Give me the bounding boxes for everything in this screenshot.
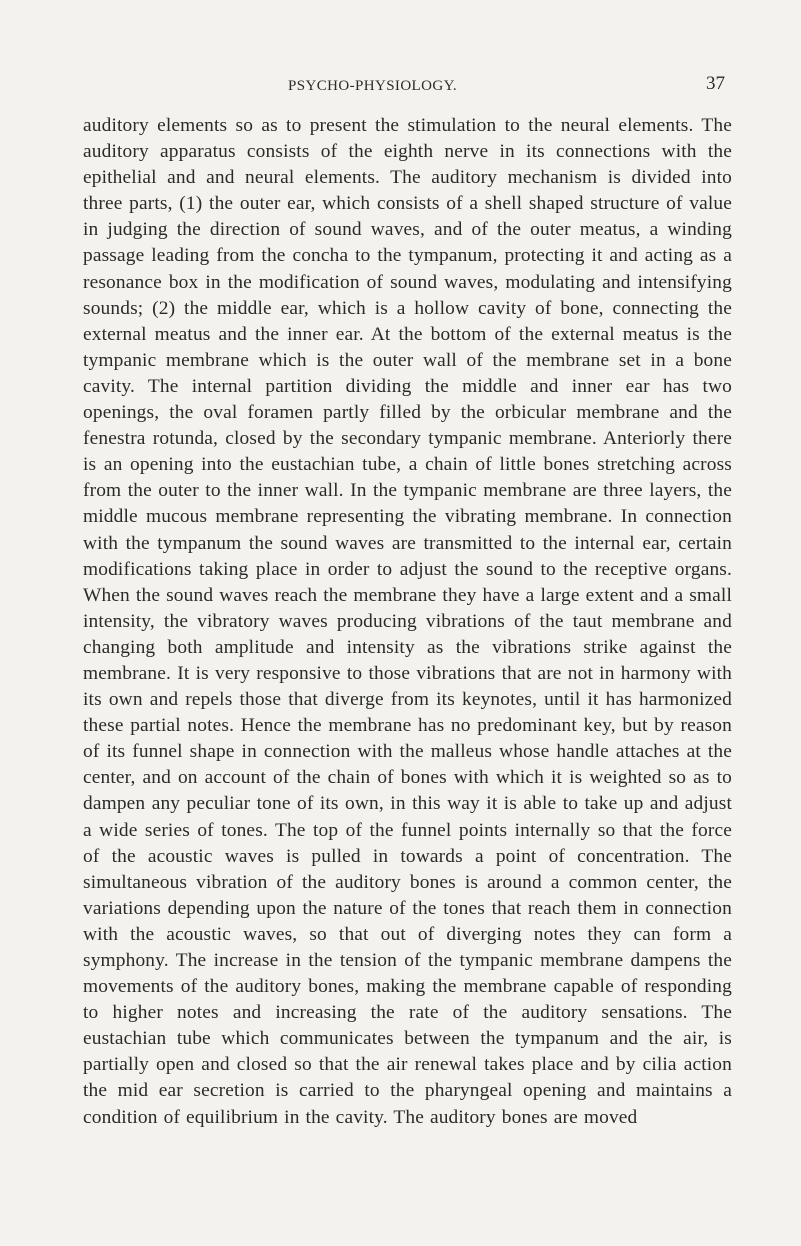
body-paragraph: auditory elements so as to present the stimulation to the neural elements. The auditory apparatus consists of the eighth nerve in its connections with the epithelial and and neural elements. The auditory mechanism is divided into three parts, (1) the outer ear, which consists of a shell shaped structure of value in judging the direction of sound waves, and of the outer meatus, a winding passage leading from the concha to the tympanum, protecting it and acting as a resonance box in the modification of sound waves, modulating and intensifying sounds; (2) the middle ear, which is a hollow cavity of bone, connecting the external meatus and the inner ear. At the bottom of the external meatus is the tympanic membrane which is the outer wall of the membrane set in a bone cavity. The internal partition dividing the middle and inner ear has two openings, the oval foramen partly filled by the orbicular membrane and the fenestra rotunda, closed by the secondary tympanic membrane. Anteriorly there is an opening into the eustachian tube, a chain of little bones stretching across from the outer to the inner wall. In the tympanic membrane are three layers, the middle mucous membrane representing the vibrating membrane. In connection with the tympanum the sound waves are transmitted to the internal ear, certain modifications taking place in order to adjust the sound to the receptive organs. When the sound waves reach the membrane they have a large extent and a small intensity, the vibratory waves producing vibrations of the taut membrane and changing both amplitude and intensity as the vibrations strike against the membrane. It is very responsive to those vibrations that are not in harmony with its own and repels those that diverge from its keynotes, until it has harmonized these partial notes. Hence the membrane has no predominant key, but by reason of its funnel shape in connection with the malleus whose handle attaches at the center, and on account of the chain of bones with which it is weighted so as to dampen any peculiar tone of its own, in this way it is able to take up and adjust a wide series of tones. The top of the funnel points internally so that the force of the acoustic waves is pulled in towards a point of concentration. The simultaneous vibration of the auditory bones is around a common center, the variations depending upon the nature of the tones that reach them in connection with the acoustic waves, so that out of diverging notes they can form a symphony. The increase in the tension of the tympanic membrane dampens the movements of the auditory bones, making the membrane capable of responding to higher notes and increasing the rate of the auditory sensations. The eustachian tube which communicates between the tympanum and the air, is partially open and closed so that the air renewal takes place and by cilia action the mid ear secretion is carried to the pharyngeal opening and maintains a condition of equilibrium in the cavity. The auditory bones are moved [83, 115, 732, 1128]
running-head-title: PSYCHO-PHYSIOLOGY. [288, 78, 458, 94]
page-number: 37 [706, 73, 725, 94]
running-head [0, 73, 801, 100]
